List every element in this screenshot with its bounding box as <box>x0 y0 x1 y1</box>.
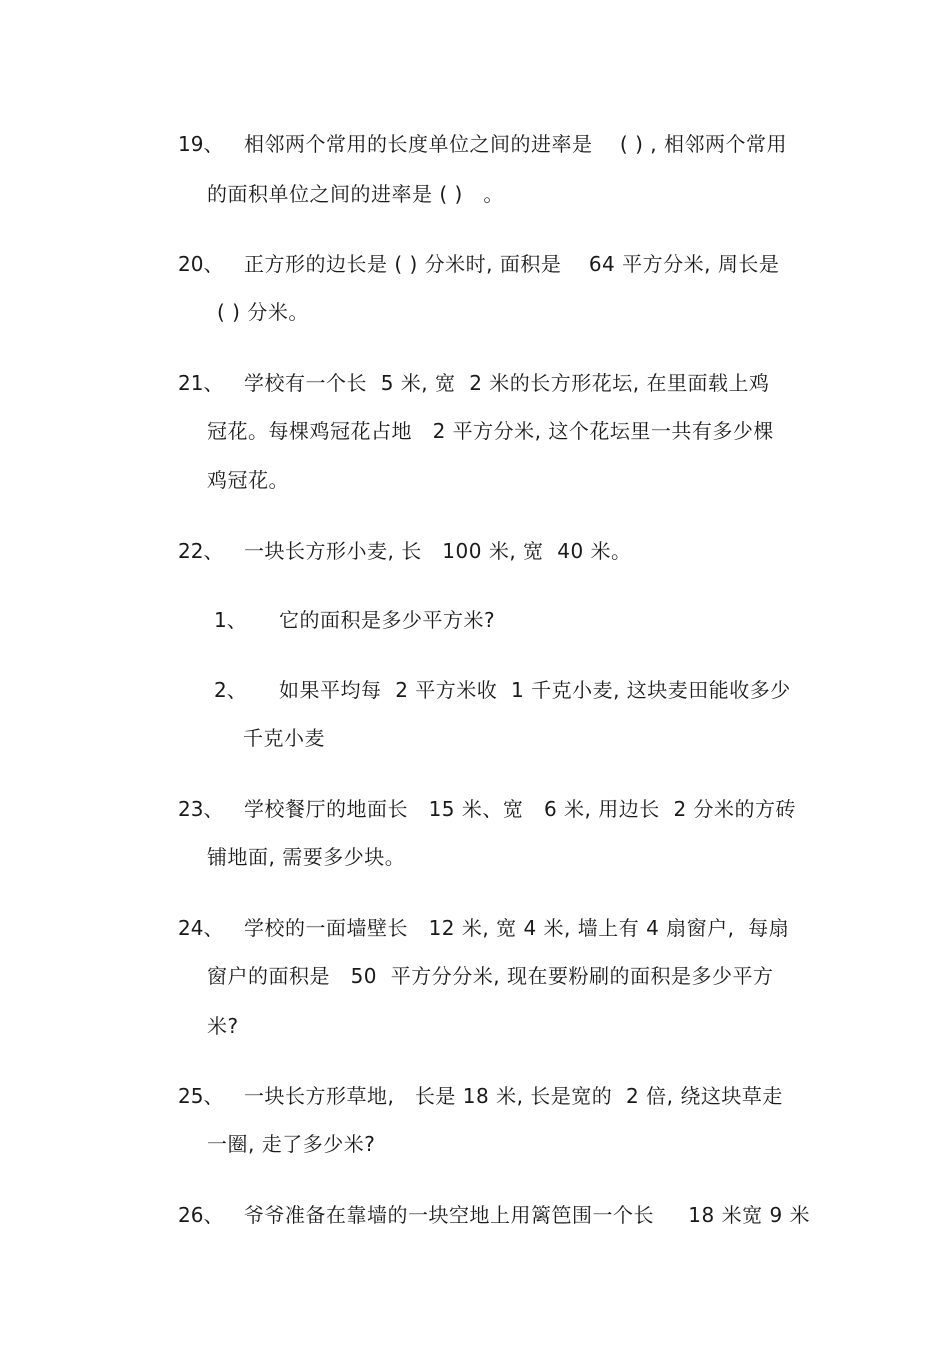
question-text-line: 铺地面, 需要多少块。 <box>207 845 406 869</box>
question-text-line: 一块长方形小麦, 长 100 米, 宽 40 米。 <box>244 539 632 563</box>
sub-question-text-line: 千克小麦 <box>243 726 325 750</box>
sub-question-text-line: 它的面积是多少平方米? <box>279 608 496 632</box>
sub-question-text-line: 如果平均每 2 平方米收 1 千克小麦, 这块麦田能收多少 <box>279 678 791 702</box>
question-text-line: 学校有一个长 5 米, 宽 2 米的长方形花坛, 在里面载上鸡 <box>244 371 770 395</box>
question-text-line: 学校的一面墙壁长 12 米, 宽 4 米, 墙上有 4 扇窗户, 每扇 <box>244 916 790 940</box>
question-text-line: 米? <box>207 1014 239 1038</box>
question-text-line: 相邻两个常用的长度单位之间的进率是 ( ) , 相邻两个常用 <box>244 132 787 156</box>
question-number: 26、 <box>178 1203 224 1227</box>
sub-question-number: 2、 <box>214 678 247 702</box>
question-number: 21、 <box>178 371 224 395</box>
question-text-line: 爷爷准备在靠墙的一块空地上用篱笆围一个长 18 米宽 9 米 <box>244 1203 811 1227</box>
question-text-line: 学校餐厅的地面长 15 米、宽 6 米, 用边长 2 分米的方砖 <box>244 797 797 821</box>
question-text-line: ( ) 分米。 <box>217 300 309 324</box>
question-number: 19、 <box>178 132 224 156</box>
question-number: 23、 <box>178 797 224 821</box>
question-number: 22、 <box>178 539 224 563</box>
question-number: 25、 <box>178 1084 224 1108</box>
question-text-line: 正方形的边长是 ( ) 分米时, 面积是 64 平方分米, 周长是 <box>244 252 780 276</box>
question-text-line: 一块长方形草地, 长是 18 米, 长是宽的 2 倍, 绕这块草走 <box>244 1084 783 1108</box>
question-text-line: 鸡冠花。 <box>207 468 289 492</box>
question-text-line: 窗户的面积是 50 平方分分米, 现在要粉刷的面积是多少平方 <box>207 964 774 988</box>
question-number: 24、 <box>178 916 224 940</box>
question-text-line: 的面积单位之间的进率是 ( ) 。 <box>207 182 504 206</box>
question-text-line: 冠花。每棵鸡冠花占地 2 平方分米, 这个花坛里一共有多少棵 <box>207 419 774 443</box>
question-number: 20、 <box>178 252 224 276</box>
question-text-line: 一圈, 走了多少米? <box>207 1132 376 1156</box>
sub-question-number: 1、 <box>214 608 247 632</box>
